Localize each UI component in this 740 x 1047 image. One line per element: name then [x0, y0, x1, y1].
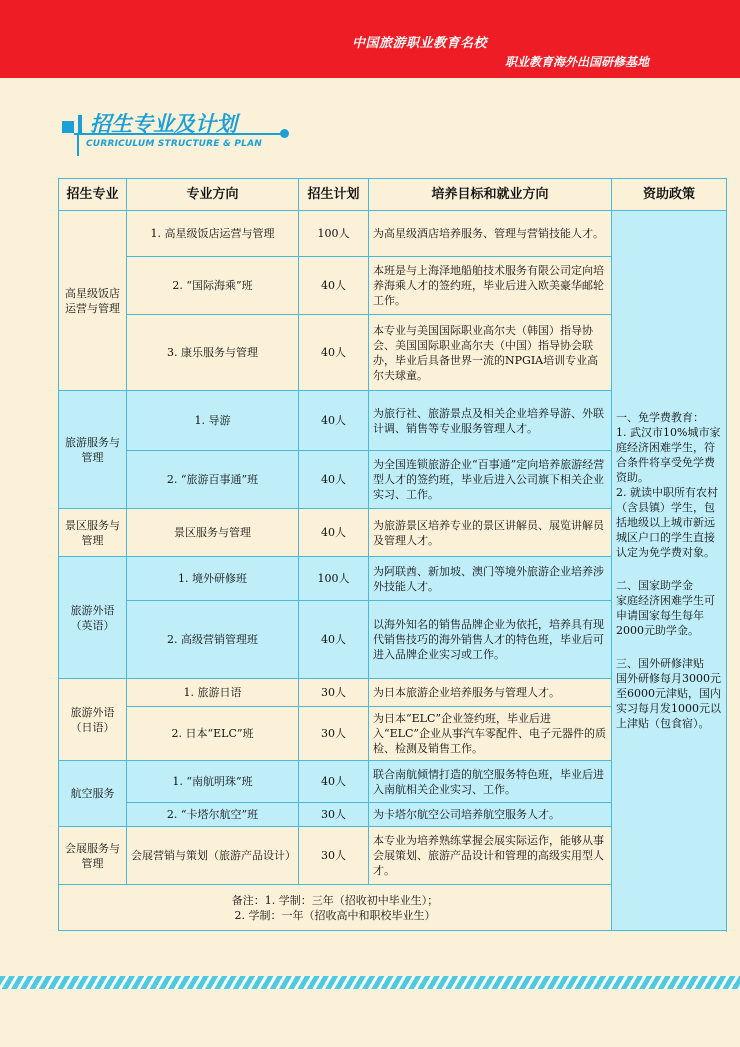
title-bar-icon — [78, 115, 82, 133]
policy-text-1: 1. 武汉市10%城市家庭经济困难学生，符合条件将享受免学费资助。 — [616, 426, 721, 484]
policy-heading-3: 三、国外研修津贴 — [616, 657, 704, 670]
count-cell: 100人 — [299, 211, 369, 257]
goal-cell: 以海外知名的销售品牌企业为依托，培养具有现代销售技巧的海外销售人才的特色班，毕业后可进入品牌企业实习或工作。 — [369, 601, 612, 679]
goal-cell: 联合南航倾情打造的航空服务特色班，毕业后进入南航相关企业实习、工作。 — [369, 761, 612, 803]
count-cell: 100人 — [299, 557, 369, 601]
direction-cell: 1. “南航明珠”班 — [127, 761, 299, 803]
policy-heading-1: 一、免学费教育： — [616, 411, 704, 424]
count-cell: 40人 — [299, 601, 369, 679]
direction-cell: 1. 导游 — [127, 391, 299, 451]
direction-cell: 3. 康乐服务与管理 — [127, 315, 299, 391]
direction-cell: 2. “国际海乘”班 — [127, 257, 299, 315]
note-line-2: 2. 学制：一年（招收高中和职校毕业生） — [234, 908, 436, 922]
header-count: 招生计划 — [299, 179, 369, 211]
header-policy: 资助政策 — [612, 179, 727, 211]
direction-cell: 2. “旅游百事通”班 — [127, 451, 299, 509]
note-cell — [59, 885, 612, 931]
policy-text-3: 家庭经济困难学生可申请国家每生每年2000元助学金。 — [616, 594, 715, 637]
table-row — [59, 211, 727, 257]
policy-heading-2: 二、国家助学金 — [616, 579, 693, 592]
count-cell: 40人 — [299, 257, 369, 315]
title-dot-icon — [280, 129, 289, 138]
table-header-row — [59, 179, 727, 211]
count-cell: 40人 — [299, 451, 369, 509]
goal-cell: 为高星级酒店培养服务、管理与营销技能人才。 — [369, 211, 612, 257]
direction-cell: 1. 高星级饭店运营与管理 — [127, 211, 299, 257]
count-cell: 40人 — [299, 509, 369, 557]
direction-cell: 2. “卡塔尔航空”班 — [127, 803, 299, 827]
title-square-icon — [62, 121, 74, 133]
enrollment-table — [58, 178, 727, 931]
goal-cell: 本专业与美国国际职业高尔夫（韩国）指导协会、美国国际职业高尔夫（中国）指导协会联办，毕业后具备世界一流的NPGIA培训专业高尔夫球童。 — [369, 315, 612, 391]
direction-cell: 景区服务与管理 — [127, 509, 299, 557]
policy-text-4: 国外研修每月3000元至6000元津贴，国内实习每月发1000元以上津贴（包食宿）。 — [616, 672, 721, 730]
note-line-1: 备注：1. 学制：三年（招收初中毕业生）； — [231, 893, 439, 907]
count-cell: 30人 — [299, 679, 369, 707]
policy-text-2: 2. 就读中职所有农村（含县镇）学生，包括地级以上城市新远城区户口的学生直接认定为免学费对象。 — [616, 486, 718, 559]
direction-cell: 会展营销与策划（旅游产品设计） — [127, 827, 299, 885]
header-direction: 专业方向 — [127, 179, 299, 211]
goal-cell: 为阿联酋、新加坡、澳门等境外旅游企业培养涉外技能人才。 — [369, 557, 612, 601]
category-cell: 高星级饭店运营与管理 — [59, 211, 127, 391]
count-cell: 30人 — [299, 803, 369, 827]
count-cell: 30人 — [299, 827, 369, 885]
count-cell: 40人 — [299, 761, 369, 803]
header-category: 招生专业 — [59, 179, 127, 211]
top-banner — [0, 0, 740, 78]
page-title: 招生专业及计划 — [90, 112, 237, 136]
direction-cell: 1. 旅游日语 — [127, 679, 299, 707]
page-subtitle: CURRICULUM STRUCTURE & PLAN — [86, 139, 263, 149]
goal-cell: 为卡塔尔航空公司培养航空服务人才。 — [369, 803, 612, 827]
goal-cell: 为旅行社、旅游景点及相关企业培养导游、外联计调、销售等专业服务管理人才。 — [369, 391, 612, 451]
direction-cell: 1. 境外研修班 — [127, 557, 299, 601]
banner-school-slogan: 中国旅游职业教育名校 — [352, 36, 488, 51]
category-cell: 会展服务与管理 — [59, 827, 127, 885]
bottom-stripe-band — [0, 976, 740, 989]
goal-cell: 为日本旅游企业培养服务与管理人才。 — [369, 679, 612, 707]
goal-cell: 本专业为培养熟练掌握会展实际运作，能够从事会展策划、旅游产品设计和管理的高级实用型人才。 — [369, 827, 612, 885]
goal-cell: 本班是与上海泽地船舶技术服务有限公司定向培养海乘人才的签约班，毕业后进入欧美豪华邮轮工作。 — [369, 257, 612, 315]
direction-cell: 2. 高级营销管理班 — [127, 601, 299, 679]
title-vertical-line — [77, 134, 79, 156]
category-cell: 航空服务 — [59, 761, 127, 827]
count-cell: 40人 — [299, 391, 369, 451]
category-cell: 景区服务与管理 — [59, 509, 127, 557]
category-cell: 旅游服务与管理 — [59, 391, 127, 509]
goal-cell: 为全国连锁旅游企业“百事通”定向培养旅游经营型人才的签约班，毕业后进入公司旗下相关企业实习、工作。 — [369, 451, 612, 509]
count-cell: 40人 — [299, 315, 369, 391]
banner-base-slogan: 职业教育海外出国研修基地 — [505, 55, 650, 69]
section-title — [60, 110, 300, 160]
category-cell: 旅游外语（日语） — [59, 679, 127, 761]
direction-cell: 2. 日本“ELC”班 — [127, 707, 299, 761]
policy-cell — [612, 211, 727, 931]
count-cell: 30人 — [299, 707, 369, 761]
category-cell: 旅游外语（英语） — [59, 557, 127, 679]
header-goal: 培养目标和就业方向 — [369, 179, 612, 211]
goal-cell: 为日本“ELC”企业签约班，毕业后进入“ELC”企业从事汽车零配件、电子元器件的质检、检测及销售工作。 — [369, 707, 612, 761]
goal-cell: 为旅游景区培养专业的景区讲解员、展览讲解员及管理人才。 — [369, 509, 612, 557]
